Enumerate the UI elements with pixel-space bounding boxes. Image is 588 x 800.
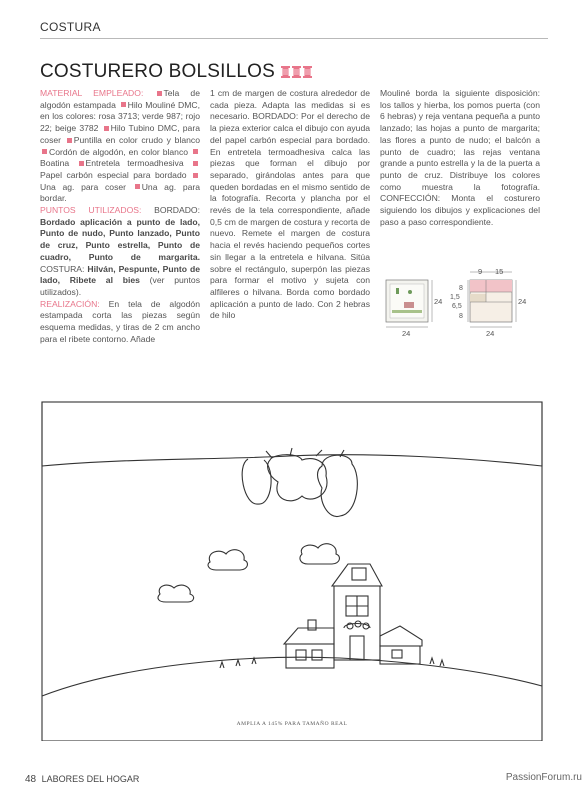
material-item: Entretela termoadhesiva: [85, 158, 184, 169]
tree-1: [242, 459, 271, 504]
puntos-prefix: BORDADO:: [154, 205, 200, 216]
page-number: 48: [25, 774, 37, 785]
text-column-materials: [40, 88, 200, 345]
bullet-square: [104, 126, 109, 131]
attic-window: [352, 568, 366, 580]
illustration-caption: AMPLIA A 145% PARA TAMAÑO REAL: [236, 721, 348, 727]
bullet-square: [135, 184, 140, 189]
confeccion-text: Mouliné borda la siguiente disposición: los tallos y hierba, los pomos puerta (con 6 hebras) y reja ventana pequeña a punto lanzado; las hojas a punto de margarita; las flores a punto de nudo; el balcón a punto de cuadro; las rejas ventana grande a punto estrella y la de la puerta a punto de cruz. Distribuye los colores como muestra la fotografía. CONFECCIÓN: Monta el costurero siguiendo los dibujos y explicaciones del paso a paso correspondiente.: [380, 88, 540, 227]
label-puntos: PUNTOS UTILIZADOS:: [40, 205, 142, 216]
material-item: Hilo Mouliné DMC, en los colores: rosa 3713; verde 987; rojo 22; beige 3782: [40, 99, 201, 134]
dim-left-width: 24: [402, 329, 411, 338]
bullet-square: [157, 91, 162, 96]
puntos-costura: Hilván, Pespunte, Punto de lado, Ribete al bies: [40, 263, 201, 286]
realizacion-text: En tela de algodón estampada corta las piezas según esquema medidas, y tiras de 2 cm ancho para el ribete contorno. Añade: [40, 298, 200, 344]
page-title-text: COSTURERO BOLSILLOS: [40, 61, 276, 82]
bullet-square: [67, 138, 72, 143]
top-pocket-outline: [42, 402, 542, 466]
bullet-square: [193, 149, 198, 154]
dim-left-height: 24: [434, 297, 443, 306]
front-door: [350, 636, 364, 660]
text-column-confeccion: [380, 88, 540, 228]
text-column-instructions: [210, 88, 370, 322]
roof-tower: [332, 564, 382, 586]
dim-right-width: 24: [486, 329, 495, 338]
dim-top-b: 15: [495, 267, 504, 276]
dim-right-height: 24: [518, 297, 527, 306]
dim-side-4: 8: [459, 313, 463, 320]
material-item: Boatina: [40, 158, 70, 169]
front-piece-diagram: [386, 280, 442, 338]
ground-line: [42, 657, 542, 696]
material-item: Tela de algodón estampada: [40, 88, 200, 110]
pattern-border: [42, 402, 542, 741]
puntos-suffix: (ver puntos utilizados).: [40, 275, 200, 297]
dim-side-1: 8: [459, 285, 463, 292]
label-realizacion: REALIZACIÓN:: [40, 298, 100, 309]
magazine-name: LABORES DEL HOGAR: [41, 774, 140, 784]
cloud-1: [208, 550, 247, 570]
material-item: Puntilla en color crudo y blanco: [73, 134, 200, 145]
page-folio: [25, 774, 139, 785]
label-material: MATERIAL EMPLEADO:: [40, 88, 144, 98]
page-title: [40, 61, 313, 83]
embroidery-pattern-illustration: [40, 396, 544, 741]
material-item: Una ag. para coser: [40, 181, 127, 192]
material-item: Una ag. para bordar.: [40, 181, 201, 204]
puntos-costura-prefix: COSTURA:: [40, 263, 85, 274]
cloud-2: [300, 544, 339, 564]
pattern-diagram: [380, 262, 550, 344]
house-left: [286, 644, 334, 668]
material-item: Hilo Tubino DMC, para coser: [40, 123, 200, 145]
bullet-square: [193, 173, 198, 178]
spool-icon: [281, 66, 313, 78]
header-divider: [40, 38, 548, 39]
dim-side-2: 1,5: [450, 294, 460, 301]
material-item: Cordón de algodón, en color blanco: [49, 146, 189, 157]
dim-side-3: 6,5: [452, 303, 462, 310]
pocket-piece-diagram: [450, 267, 526, 338]
bullet-square: [193, 161, 198, 166]
dim-top-a: 9: [478, 267, 483, 276]
bullet-square: [79, 161, 84, 166]
watermark: PassionForum.ru: [505, 772, 582, 783]
bullet-square: [42, 149, 47, 154]
cloud-3: [158, 585, 194, 602]
bullet-square: [121, 102, 126, 107]
section-label: COSTURA: [40, 20, 101, 34]
roof-right: [380, 626, 422, 646]
material-item: Papel carbón especial para bordado: [40, 169, 187, 180]
puntos-bordado: Bordado aplicación a punto de lado, Punto de nudo, Punto lanzado, Punto de cruz, Punto estrella, Punto de cuadro, Punto de margarita.: [40, 216, 200, 262]
instructions-text: 1 cm de margen de costura alrededor de cada pieza. Adapta las medidas si es necesario. BORDADO: Por el derecho de la pieza exterior calca el dibujo con ayuda del papel carbón especial para bordado. En entretela termoadhesiva calca las piezas que forman el dibujo por separado, girándolas antes para que queden bordadas en el mismo sentido de la fotografía. Recorta y plancha por el revés de la tela correspondiente, añade 0,5 cm de margen de costura y recorta de nuevo. Remete el margen de costura hacia el revés haciendo pequeños cortes sin llegar a la entretela e hilvana. Sitúa sobre el rectángulo, superpón las piezas para formar el motivo y sujeta con alfileres o hilvana. Borda como bordado aplicación a punto de lado. Con 2 hebras de hilo: [210, 88, 370, 321]
thread-spool-icons: [281, 66, 313, 78]
